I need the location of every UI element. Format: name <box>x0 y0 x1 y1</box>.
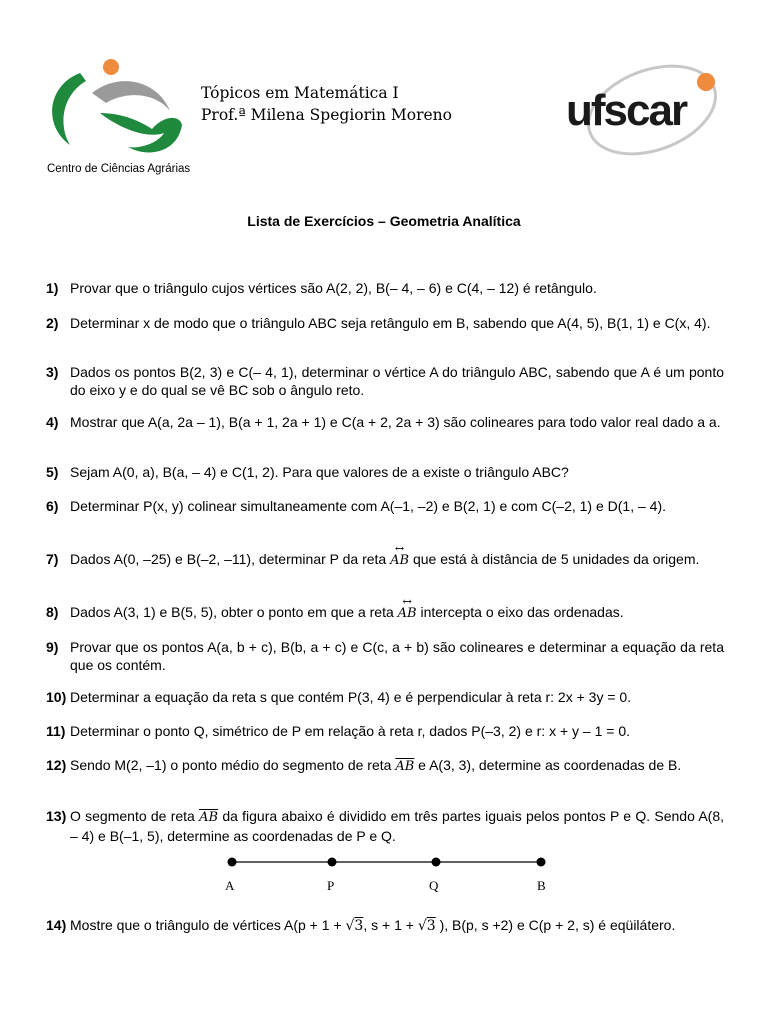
exercise-number: 3) <box>46 364 59 380</box>
exercise-number: 8) <box>46 604 59 620</box>
exercise-text-part: que está à distância de 5 unidades da origem. <box>412 551 700 567</box>
ufscar-logo-text: ufscar <box>566 86 687 135</box>
exercise-11 <box>46 722 724 740</box>
segment-line-drawing <box>225 850 555 900</box>
segment-point-p <box>328 858 337 867</box>
exercise-text: Mostrar que A(a, 2a – 1), B(a + 1, 2a + 1) e C(a + 2, 2a + 3) são colineares para todo valor real dado a a. <box>70 414 721 430</box>
course-name: Tópicos em Matemática I <box>201 84 399 102</box>
exercise-number: 11) <box>46 723 66 739</box>
exercise-text: Determinar o ponto Q, simétrico de P em relação à reta r, dados P(–3, 2) e r: x + y – 1 = 0. <box>70 723 631 739</box>
exercise-text <box>70 916 724 935</box>
exercise-text-part: Dados A(0, –25) e B(–2, –11), determinar P da reta <box>70 551 387 567</box>
header-text <box>201 82 452 126</box>
segment-point-b <box>537 858 546 867</box>
exercise-text-part: Dados A(3, 1) e B(5, 5), obter o ponto em que a reta <box>70 604 394 620</box>
cca-logo-caption: Centro de Ciências Agrárias <box>47 163 191 175</box>
cca-logo-mark <box>40 55 190 165</box>
exercise-text-part: da figura abaixo é dividido em três partes iguais pelos pontos P e Q. Sendo A(8, – 4) e B(–1, 5), determine as coordenadas de P e Q. <box>70 808 725 844</box>
exercise-number: 12) <box>46 757 67 773</box>
exercise-2 <box>46 314 724 332</box>
exercise-3 <box>46 363 724 399</box>
exercise-number: 10) <box>46 689 67 705</box>
sqrt-symbol: √3 <box>345 918 364 934</box>
exercise-text-part: Sendo M(2, –1) o ponto médio do segmento de reta <box>70 757 392 773</box>
exercise-12 <box>46 756 724 776</box>
exercise-number: 9) <box>46 639 59 655</box>
exercise-text-part: Mostre que o triângulo de vértices A(p + 1 + <box>70 917 342 933</box>
cca-logo <box>40 55 190 185</box>
exercise-text: Sejam A(0, a), B(a, – 4) e C(1, 2). Para que valores de a existe o triângulo ABC? <box>70 464 569 480</box>
exercise-number: 6) <box>46 498 59 514</box>
exercise-10 <box>46 688 724 706</box>
point-label-b: B <box>537 878 546 893</box>
exercise-7 <box>46 550 724 570</box>
exercise-text: Provar que os pontos A(a, b + c), B(b, a + c) e C(c, a + b) são colineares e determinar a equação da reta que os contém. <box>70 639 724 673</box>
point-label-p: P <box>327 878 335 893</box>
exercise-1 <box>46 279 724 297</box>
line-ab-symbol: ↔ AB <box>398 605 417 623</box>
exercise-text: Determinar x de modo que o triângulo ABC seja retângulo em B, sabendo que A(4, 5), B(1, 1) e C(x, 4). <box>70 315 711 331</box>
exercise-number: 13) <box>46 808 67 824</box>
exercise-text-part: ), B(p, s +2) e C(p + 2, s) é eqüilátero. <box>439 917 676 933</box>
exercise-text: Determinar P(x, y) colinear simultaneamente com A(–1, –2) e B(2, 1) e com C(–2, 1) e D(1, – 4). <box>70 498 667 514</box>
exercise-text-part: , s + 1 + <box>363 917 414 933</box>
exercise-6 <box>46 497 724 515</box>
exercise-number: 1) <box>46 280 59 296</box>
page-title: Lista de Exercícios – Geometria Analítica <box>247 213 521 229</box>
exercise-text <box>70 550 724 570</box>
exercise-number: 14) <box>46 917 67 933</box>
exercise-text: Determinar a equação da reta s que contém P(3, 4) e é perpendicular à reta r: 2x + 3y = 0. <box>70 689 632 705</box>
exercise-number: 4) <box>46 414 59 430</box>
segment-figure <box>225 850 555 900</box>
exercise-text: Dados os pontos B(2, 3) e C(– 4, 1), determinar o vértice A do triângulo ABC, sabendo que A é um ponto do eixo y e do qual se vê BC sob o ângulo reto. <box>70 364 724 398</box>
point-label-q: Q <box>429 878 439 893</box>
exercise-14 <box>46 916 724 935</box>
segment-ab-symbol: $\overline{AB}$ <box>199 810 219 825</box>
segment-point-q <box>432 858 441 867</box>
professor-name: Prof.ª Milena Spegiorin Moreno <box>201 106 452 124</box>
ufscar-logo <box>566 58 726 162</box>
exercise-text-part: e A(3, 3), determine as coordenadas de B. <box>418 757 682 773</box>
exercise-number: 7) <box>46 551 59 567</box>
sqrt-radicand: 3 <box>354 918 364 934</box>
sqrt-symbol: √3 <box>417 918 436 934</box>
segment-point-a <box>228 858 237 867</box>
exercise-8 <box>46 603 724 623</box>
exercise-text-part: O segmento de reta <box>70 808 195 824</box>
exercise-text <box>70 756 724 776</box>
exercise-number: 2) <box>46 315 59 331</box>
sqrt-radicand: 3 <box>426 918 436 934</box>
segment-ab-symbol: $\overline{AB}$ <box>395 759 415 774</box>
exercise-text <box>70 603 724 623</box>
line-ab-symbol: ↔ AB <box>390 552 409 570</box>
exercise-9 <box>46 638 724 674</box>
exercise-5 <box>46 463 724 481</box>
exercise-number: 5) <box>46 464 59 480</box>
exercise-13 <box>46 807 724 845</box>
point-label-a: A <box>225 878 235 893</box>
exercise-text-part: intercepta o eixo das ordenadas. <box>420 604 624 620</box>
exercise-4 <box>46 413 724 431</box>
exercise-text: Provar que o triângulo cujos vértices são A(2, 2), B(– 4, – 6) e C(4, – 12) é retângulo. <box>70 280 597 296</box>
exercise-text <box>70 807 724 845</box>
